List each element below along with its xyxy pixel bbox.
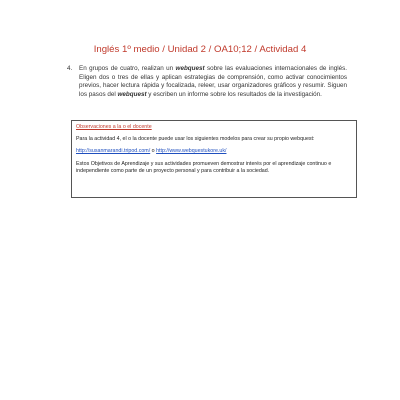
observations-links: [76, 148, 352, 156]
observations-intro: Para la actividad 4, el o la docente puede usar los siguientes modelos para crear su propio webquest:: [76, 135, 315, 142]
activity-text: [79, 65, 347, 99]
activity-item: [67, 65, 347, 99]
activity-text-part-3: y escriben un informe sobre los resultados de la investigación.: [146, 90, 322, 98]
observations-objectives: Estos Objetivos de Aprendizaje y sus actividades promueven demostrar interés por el aprendizaje continuo e independiente como parte de un proyecto personal y para contribuir a la sociedad.: [76, 160, 332, 174]
link-webquestukore[interactable]: http://www.webquestukore.uk/: [156, 148, 227, 154]
link-susanmarandi[interactable]: http://susanmarandi.tripod.com/: [76, 148, 151, 154]
link-separator: o: [150, 148, 157, 154]
activity-keyword-webquest-2: webquest: [117, 90, 147, 98]
activity-text-part-2: sobre las evaluaciones internacionales de inglés. Eligen dos o tres de ellas y aplican estrategias de comprensión, como activar conocimientos previos, hacer lectura rápida y focalizada, releer, usar organizadores gráficos y resumir. Siguen los pasos del: [79, 65, 347, 98]
page-title: Inglés 1º medio / Unidad 2 / OA10;12 / Actividad 4: [93, 44, 307, 55]
activity-text-part-1: En grupos de cuatro, realizan un: [79, 65, 176, 72]
teacher-observations-box: [71, 120, 357, 198]
activity-keyword-webquest: webquest: [175, 65, 205, 72]
observations-heading: Observaciones a la o el docente: [76, 124, 152, 130]
activity-number: 4.: [67, 65, 73, 72]
